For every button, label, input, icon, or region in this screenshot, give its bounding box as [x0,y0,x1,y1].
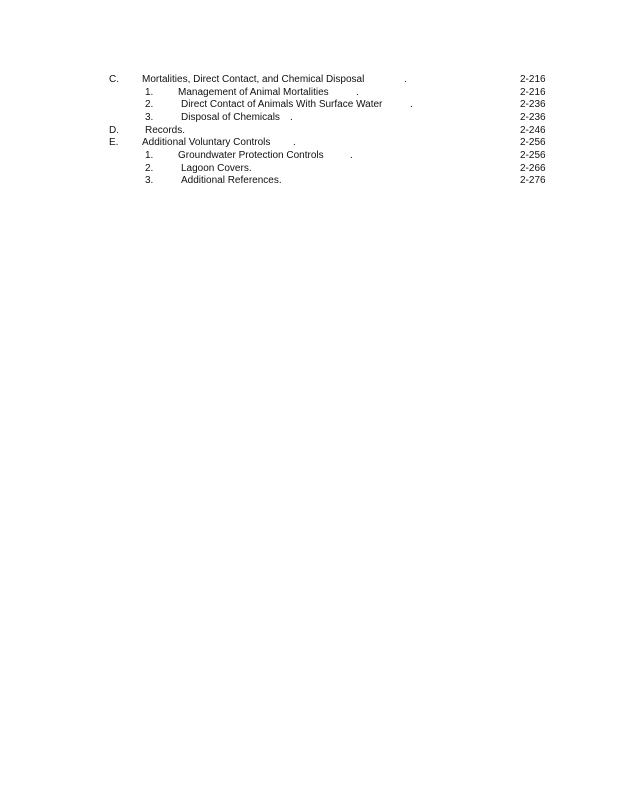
toc-title: Mortalities, Direct Contact, and Chemical Disposal [142,74,365,85]
toc-label: 1. [145,87,154,98]
toc-page: 2-246 [520,125,546,136]
toc-leader: . [404,74,407,85]
toc-title: Management of Animal Mortalities [178,87,329,98]
toc-label: 3. [145,112,154,123]
toc-title: Additional Voluntary Controls [142,137,271,148]
table-of-contents [0,0,618,200]
toc-page: 2-216 [520,87,546,98]
toc-title: Disposal of Chemicals [181,112,280,123]
toc-label: C. [109,74,119,85]
toc-entry-c2 [0,98,618,111]
toc-page: 2-236 [520,99,546,110]
toc-page: 2-256 [520,150,546,161]
toc-page: 2-236 [520,112,546,123]
toc-title: Records. [145,125,186,136]
toc-page: 2-266 [520,163,546,174]
toc-label: 1. [145,150,154,161]
toc-title: Groundwater Protection Controls [178,150,324,161]
toc-leader: . [350,150,353,161]
toc-entry-e1 [0,149,618,162]
toc-page: 2-276 [520,175,546,186]
toc-title: Additional References. [181,175,282,186]
toc-leader: . [293,137,296,148]
toc-label: D. [109,125,119,136]
toc-label: E. [109,137,119,148]
toc-leader: . [290,112,293,123]
toc-title: Lagoon Covers. [181,163,252,174]
toc-page: 2-216 [520,74,546,85]
toc-leader: . [410,99,413,110]
toc-title: Direct Contact of Animals With Surface Water [181,99,383,110]
toc-entry-c3 [0,111,618,124]
toc-entry-e3 [0,174,618,187]
toc-label: 2. [145,99,154,110]
toc-leader: . [356,87,359,98]
toc-label: 2. [145,163,154,174]
toc-entry-c [0,73,618,86]
toc-entry-e [0,136,618,149]
toc-page: 2-256 [520,137,546,148]
toc-label: 3. [145,175,154,186]
